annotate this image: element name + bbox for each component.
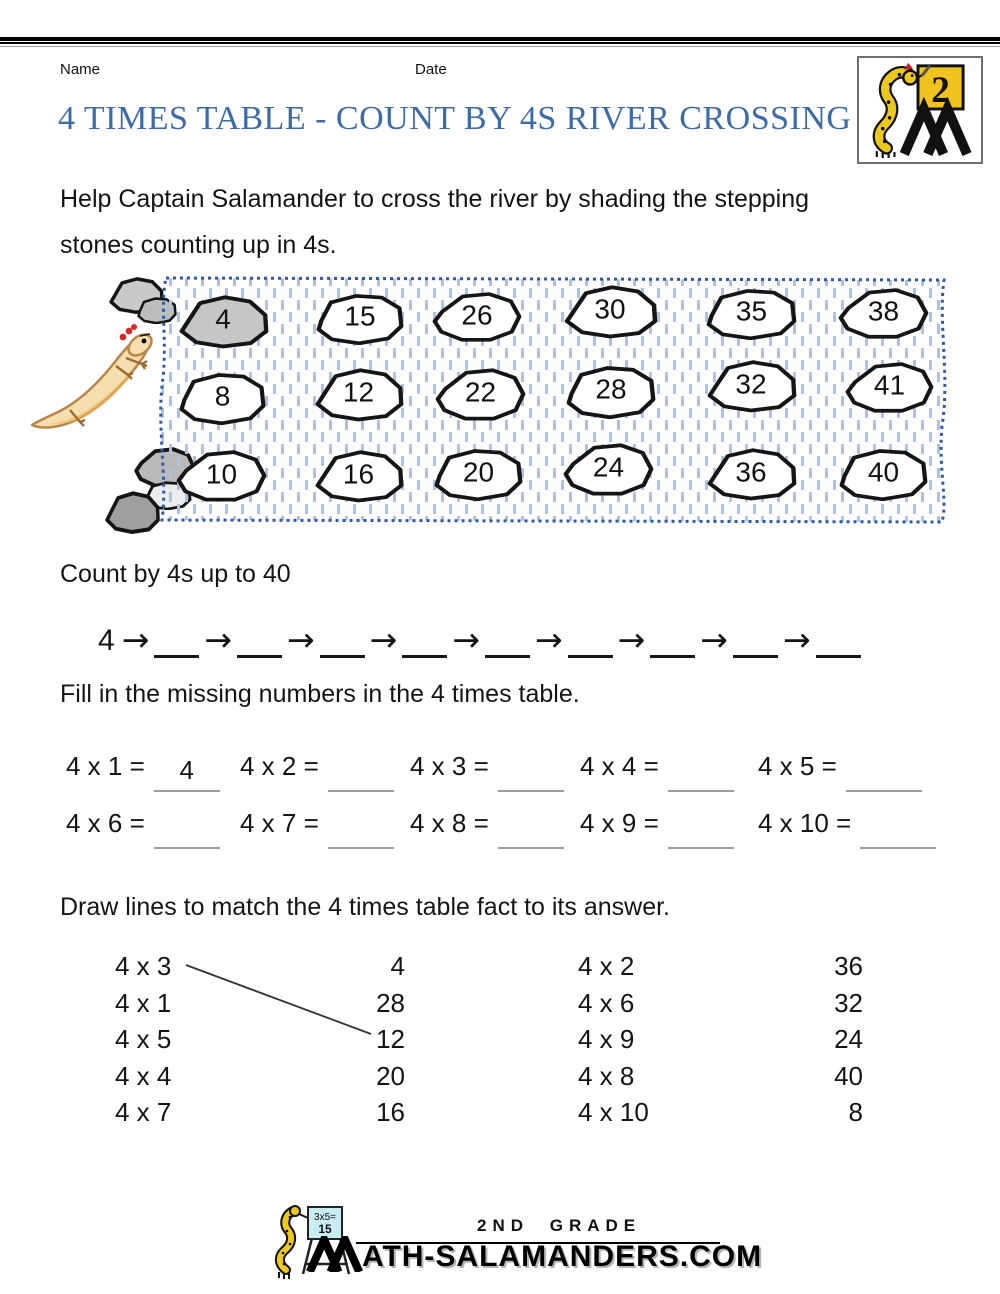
answer-blank[interactable] [328, 746, 394, 792]
equation [410, 803, 580, 851]
footer-sign-answer: 15 [318, 1222, 332, 1236]
brand-m-glyph [306, 1236, 364, 1272]
match-answer[interactable]: 36 [834, 951, 863, 981]
arrow-right-icon: → [452, 620, 480, 659]
stepping-stone[interactable] [430, 290, 524, 343]
stepping-stone[interactable] [311, 366, 406, 422]
stone-number: 8 [214, 380, 231, 412]
grade-number: 2 [931, 70, 950, 112]
stone-number: 36 [735, 456, 767, 488]
match-answer[interactable]: 28 [376, 987, 405, 1018]
stepping-stone[interactable] [703, 358, 799, 413]
equation [240, 803, 410, 851]
grade-banner: 2ND GRADE [477, 1216, 642, 1235]
answer-blank[interactable] [498, 803, 564, 849]
stone-number: 35 [735, 295, 768, 327]
instructions [60, 176, 920, 268]
equation-label: 4 x 4 = [580, 751, 659, 781]
equation [410, 746, 580, 794]
footer-sign-equation: 3x5= [314, 1212, 336, 1223]
match-fact[interactable]: 4 x 10 [578, 1097, 649, 1127]
answer-value: 4 [179, 755, 195, 785]
count-blank[interactable] [485, 625, 530, 658]
equation-label: 4 x 1 = [66, 751, 145, 781]
stepping-stone[interactable] [431, 446, 526, 501]
stone-number: 28 [595, 373, 627, 405]
match-answer[interactable]: 16 [376, 1097, 405, 1127]
stone-number: 16 [342, 458, 375, 490]
match-section-heading: Draw lines to match the 4 times table fact to its answer. [60, 893, 670, 921]
count-sequence [98, 612, 861, 658]
match-right-answers [785, 948, 863, 1131]
arrow-right-icon: → [700, 620, 728, 659]
instructions-line2: stones counting up in 4s. [60, 231, 337, 259]
match-fact[interactable]: 4 x 3 [115, 951, 172, 981]
stepping-stone[interactable] [433, 366, 528, 422]
stone-number: 22 [464, 376, 497, 408]
equation-label: 4 x 9 = [580, 808, 659, 838]
equation [758, 746, 922, 794]
stepping-stone[interactable] [843, 360, 936, 414]
match-answer[interactable]: 20 [376, 1060, 405, 1091]
stepping-stone[interactable] [175, 293, 271, 349]
equation [580, 803, 758, 851]
answer-blank[interactable] [668, 803, 734, 849]
count-blank[interactable] [816, 625, 861, 658]
answer-blank[interactable] [328, 803, 394, 849]
stepping-stone[interactable] [313, 291, 407, 345]
equations-row-1 [66, 746, 922, 794]
stone-number: 38 [867, 295, 900, 327]
stone-number: 41 [873, 369, 906, 401]
count-start-value: 4 [98, 624, 115, 657]
equation [66, 746, 240, 794]
match-answer[interactable]: 4 [390, 951, 405, 981]
match-fact[interactable]: 4 x 6 [578, 987, 635, 1018]
stone-number: 12 [342, 376, 375, 408]
match-fact[interactable]: 4 x 1 [115, 987, 172, 1018]
instructions-line1: Help Captain Salamander to cross the river by shading the stepping [60, 185, 810, 213]
stepping-stone[interactable] [836, 446, 931, 501]
match-right-facts [578, 948, 678, 1131]
name-label: Name [60, 61, 101, 78]
arrow-right-icon: → [617, 620, 646, 659]
match-fact[interactable]: 4 x 4 [115, 1060, 172, 1091]
stone-number: 10 [205, 458, 238, 490]
stone-number: 30 [594, 293, 626, 325]
river-illustration [150, 274, 956, 526]
arrow-right-icon: → [287, 620, 315, 659]
sample-match-line [183, 961, 375, 1039]
count-blank[interactable] [568, 625, 613, 658]
stone-number: 20 [462, 456, 495, 488]
site-name: ATH-SALAMANDERS.COM [362, 1240, 763, 1273]
equation-label: 4 x 6 = [66, 808, 145, 838]
answer-blank[interactable] [498, 746, 564, 792]
stone-number: 24 [592, 451, 625, 483]
count-section-heading: Count by 4s up to 40 [60, 560, 291, 588]
date-label: Date [415, 61, 447, 78]
equation-label: 4 x 5 = [758, 751, 837, 781]
stone-number: 40 [867, 456, 900, 488]
equation-label: 4 x 2 = [240, 751, 319, 781]
stepping-stone[interactable] [703, 446, 799, 501]
equation-label: 4 x 3 = [410, 751, 489, 781]
equation [758, 803, 936, 851]
fill-section-heading: Fill in the missing numbers in the 4 times table. [60, 680, 580, 708]
arrow-right-icon: → [369, 620, 398, 659]
answer-blank[interactable] [154, 803, 220, 849]
match-fact[interactable]: 4 x 9 [578, 1024, 635, 1054]
stepping-stone[interactable] [836, 286, 931, 340]
match-answer[interactable]: 40 [834, 1060, 863, 1091]
count-blank[interactable] [237, 625, 282, 658]
stepping-stone[interactable] [561, 441, 656, 497]
count-blank[interactable] [320, 625, 365, 658]
equation-label: 4 x 8 = [410, 808, 489, 838]
stepping-stone[interactable] [176, 370, 269, 425]
arrow-right-icon: → [121, 620, 150, 659]
count-blank[interactable] [650, 625, 695, 658]
match-answer[interactable]: 32 [834, 987, 863, 1018]
count-blank[interactable] [402, 625, 447, 658]
equation [580, 746, 758, 794]
match-fact[interactable]: 4 x 2 [578, 951, 635, 981]
stepping-stone[interactable] [703, 286, 800, 340]
arrow-right-icon: → [782, 620, 811, 659]
arrow-right-icon: → [204, 620, 232, 659]
stepping-stone[interactable] [311, 448, 406, 503]
equation-label: 4 x 10 = [758, 808, 852, 838]
answer-blank[interactable] [860, 803, 936, 849]
answer-blank[interactable] [846, 746, 922, 792]
equation [240, 746, 410, 794]
match-answer[interactable]: 24 [834, 1024, 863, 1054]
stone-number: 32 [735, 368, 767, 400]
stone-number: 4 [215, 303, 231, 335]
stepping-stone[interactable] [560, 283, 660, 339]
equation-label: 4 x 7 = [240, 808, 319, 838]
stepping-stone[interactable] [174, 448, 269, 503]
answer-blank[interactable] [154, 746, 220, 792]
stone-number: 15 [344, 300, 376, 332]
answer-blank[interactable] [668, 746, 734, 792]
page-top-rule [0, 37, 1000, 47]
brand-m-glyph [928, 109, 967, 154]
equation [66, 803, 240, 851]
worksheet-title: 4 TIMES TABLE - COUNT BY 4S RIVER CROSSING [58, 100, 852, 137]
count-blank[interactable] [154, 625, 199, 658]
match-answer[interactable]: 12 [376, 1024, 405, 1054]
equations-row-2 [66, 803, 936, 851]
stone-number: 26 [461, 299, 493, 331]
match-fact[interactable]: 4 x 8 [578, 1060, 635, 1091]
stepping-stone[interactable] [563, 363, 659, 419]
arrow-right-icon: → [534, 620, 563, 659]
match-answer[interactable]: 8 [848, 1097, 863, 1127]
count-blank[interactable] [733, 625, 778, 658]
match-fact[interactable]: 4 x 7 [115, 1097, 172, 1127]
match-fact[interactable]: 4 x 5 [115, 1024, 172, 1054]
